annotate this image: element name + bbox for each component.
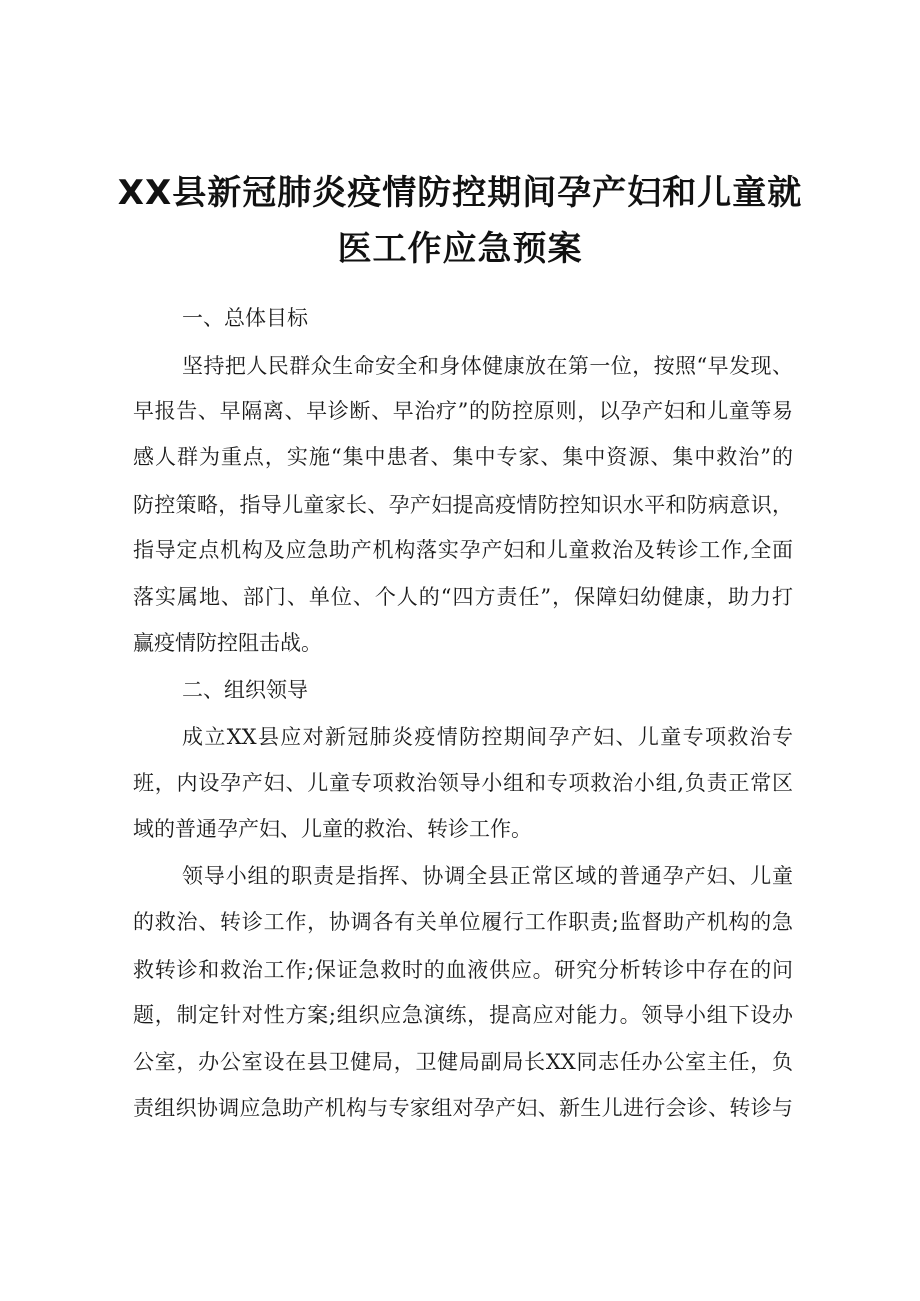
paragraph-line: 坚持把人民群众生命安全和身体健康放在第一位，按照“早发现、	[182, 354, 793, 378]
paragraph-line: 域的普通孕产妇、儿童的救治、转诊工作。	[133, 817, 532, 841]
paragraph-line: 感人群为重点，实施“集中患者、集中专家、集中资源、集中救治”的	[133, 445, 793, 469]
document-title-line-2: 医工作应急预案	[337, 229, 583, 269]
section-heading-overall-goal: 一、总体目标	[182, 306, 308, 330]
paragraph-line: 的救治、转诊工作，协调各有关单位履行工作职责;监督助产机构的急	[133, 910, 793, 934]
paragraph-line: 题，制定针对性方案;组织应急演练，提高应对能力。领导小组下设办	[133, 1003, 793, 1027]
paragraph-line: 领导小组的职责是指挥、协调全县正常区域的普通孕产妇、儿童	[182, 864, 793, 888]
section-heading-organization: 二、组织领导	[182, 678, 308, 702]
paragraph-line: 班，内设孕产妇、儿童专项救治领导小组和专项救治小组,负责正常区	[133, 771, 793, 795]
paragraph-line: 早报告、早隔离、早诊断、早治疗”的防控原则，以孕产妇和儿童等易	[133, 399, 793, 423]
paragraph-line: 责组织协调应急助产机构与专家组对孕产妇、新生儿进行会诊、转诊与	[133, 1096, 793, 1120]
paragraph-line: 成立XX县应对新冠肺炎疫情防控期间孕产妇、儿童专项救治专	[182, 725, 793, 749]
paragraph-line: 落实属地、部门、单位、个人的“四方责任”，保障妇幼健康，助力打	[133, 585, 793, 609]
paragraph-line: 指导定点机构及应急助产机构落实孕产妇和儿童救治及转诊工作,全面	[133, 538, 793, 562]
paragraph-line: 防控策略，指导儿童家长、孕产妇提高疫情防控知识水平和防病意识，	[133, 493, 793, 517]
paragraph-line: 赢疫情防控阻击战。	[133, 631, 322, 655]
paragraph-line: 救转诊和救治工作;保证急救时的血液供应。研究分析转诊中存在的问	[133, 958, 793, 982]
paragraph-line: 公室，办公室设在县卫健局，卫健局副局长XX同志任办公室主任，负	[133, 1050, 793, 1074]
document-title-line-1: XX县新冠肺炎疫情防控期间孕产妇和儿童就	[117, 173, 803, 213]
